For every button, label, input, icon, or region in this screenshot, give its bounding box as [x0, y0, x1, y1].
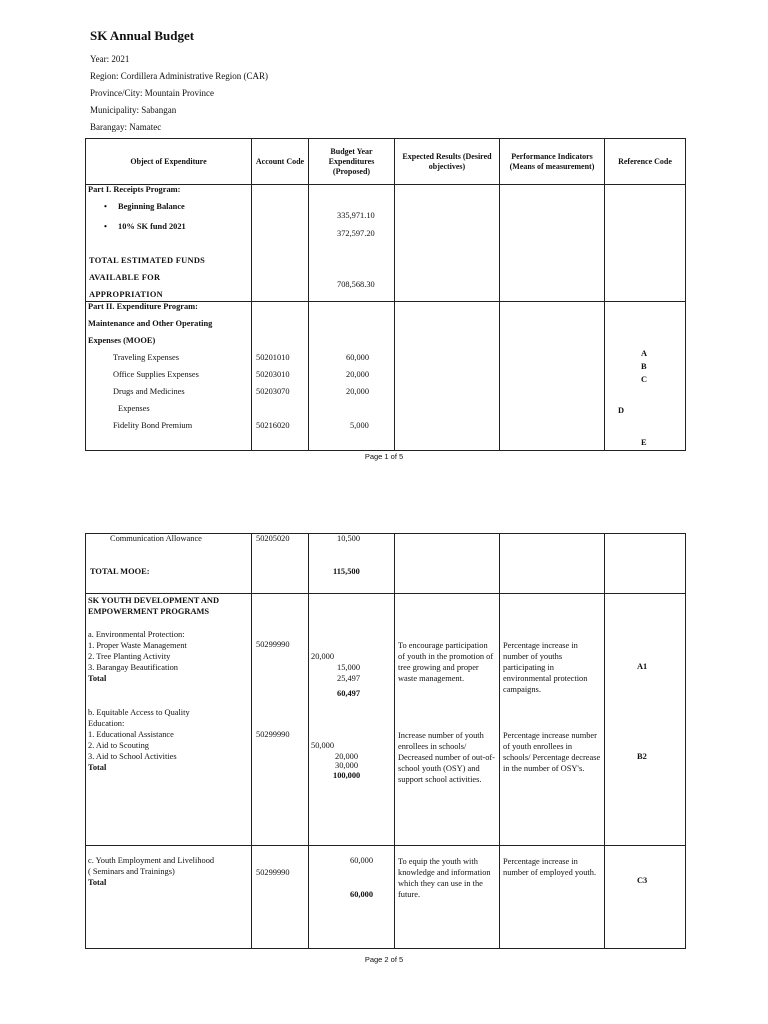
- env-amount: 20,000: [311, 652, 335, 661]
- mooe-object-cell: [86, 302, 252, 451]
- header-indicators: Performance Indicators (Means of measurement): [500, 139, 605, 185]
- expense-label: Traveling Expenses: [113, 353, 179, 362]
- sk-programs-code-cell: [252, 594, 309, 846]
- sk-title-line: EMPOWERMENT PROGRAMS: [88, 607, 210, 616]
- emp-code: 50299990: [256, 868, 290, 877]
- total-mooe-label: TOTAL MOOE:: [90, 567, 150, 576]
- comm-expected-cell: [395, 534, 500, 594]
- edu-expected: Increase number of youth enrollees in schools/ Decreased number of out-of-school youth (OSY) and support school activities.: [398, 731, 495, 784]
- emp-title: c. Youth Employment and Livelihood: [88, 856, 215, 865]
- ref-code: E: [641, 438, 647, 447]
- header-ref: Reference Code: [605, 139, 686, 185]
- sk-programs-ref-cell: [605, 594, 686, 846]
- expense-amount: 20,000: [346, 370, 370, 379]
- ref-code: B: [641, 362, 647, 371]
- emp-ref-cell: [605, 846, 686, 949]
- emp-ref: C3: [637, 876, 648, 885]
- edu-amount: 30,000: [335, 761, 359, 770]
- edu-code: 50299990: [256, 730, 290, 739]
- mooe-title-line: Expenses (MOOE): [88, 336, 156, 345]
- emp-indicator: Percentage increase in number of employed youth.: [503, 857, 597, 877]
- env-total-label: Total: [88, 674, 107, 683]
- expense-label: Office Supplies Expenses: [113, 370, 199, 379]
- account-code: 50201010: [256, 353, 290, 362]
- expense-amount: 60,000: [346, 353, 370, 362]
- total-mooe-amount: 115,500: [333, 567, 360, 576]
- edu-indicator: Percentage increase number of youth enrollees in schools/ Percentage decrease in the number of OSY's.: [503, 731, 601, 773]
- page-footer-1: Page 1 of 5: [364, 452, 404, 461]
- header-expected: Expected Results (Desired objectives): [395, 139, 500, 185]
- emp-object-cell: [86, 846, 252, 949]
- mooe-amount-cell: [309, 302, 395, 451]
- account-code: 50203010: [256, 370, 290, 379]
- ref-code: D: [618, 406, 625, 415]
- ref-code: C: [641, 375, 648, 384]
- mooe-expected-cell: [395, 302, 500, 451]
- comm-label: Communication Allowance: [110, 534, 202, 543]
- sk-title-line: SK YOUTH DEVELOPMENT AND: [88, 596, 219, 605]
- edu-amount: 20,000: [335, 752, 359, 761]
- receipts-indicator-cell: [500, 185, 605, 302]
- env-indicator: Percentage increase in number of youths participating in environmental protection campaigns.: [503, 641, 588, 694]
- edu-title-line: Education:: [88, 719, 125, 728]
- comm-amount-cell: [309, 534, 395, 594]
- mooe-indicator-cell: [500, 302, 605, 451]
- budget-table-page-1: [85, 138, 686, 451]
- sk-programs-amount-cell: [309, 594, 395, 846]
- budget-table-page-2: [85, 533, 686, 949]
- env-item: 2. Tree Planting Activity: [88, 652, 171, 661]
- emp-total-label: Total: [88, 878, 107, 887]
- mooe-title-line: Maintenance and Other Operating: [88, 319, 213, 328]
- account-code: 50203070: [256, 387, 290, 396]
- emp-amount-cell: [309, 846, 395, 949]
- sk-programs-expected-cell: [395, 594, 500, 846]
- expense-label: Expenses: [118, 404, 150, 413]
- emp-code-cell: [252, 846, 309, 949]
- emp-expected-cell: [395, 846, 500, 949]
- header-budget: Budget Year Expenditures (Proposed): [309, 139, 395, 185]
- expense-amount: 20,000: [346, 387, 370, 396]
- receipt-amount: 335,971.10: [337, 211, 375, 220]
- part2-title: Part II. Expenditure Program:: [88, 302, 198, 311]
- part1-title: Part I. Receipts Program:: [88, 185, 181, 194]
- env-title: a. Environmental Protection:: [88, 630, 185, 639]
- receipts-object-cell: [86, 185, 252, 302]
- emp-sub: ( Seminars and Trainings): [88, 867, 175, 876]
- comm-indicator-cell: [500, 534, 605, 594]
- env-item: 3. Barangay Beautification: [88, 663, 178, 672]
- comm-code: 50205020: [256, 534, 290, 543]
- edu-item: 2. Aid to Scouting: [88, 741, 149, 750]
- emp-expected: To equip the youth with knowledge and information which they can use in the future.: [398, 857, 491, 899]
- edu-item: 1. Educational Assistance: [88, 730, 174, 739]
- receipt-amount: 372,597.20: [337, 229, 375, 238]
- sk-programs-object-cell: [86, 594, 252, 846]
- page-footer-2: Page 2 of 5: [364, 955, 404, 964]
- env-amount: 15,000: [337, 663, 361, 672]
- emp-total: 60,000: [350, 890, 374, 899]
- total-funds-line: AVAILABLE FOR: [89, 273, 161, 282]
- mooe-ref-cell: [605, 302, 686, 451]
- edu-ref: B2: [637, 752, 647, 761]
- header-object: Object of Expenditure: [86, 139, 252, 185]
- env-ref: A1: [637, 662, 648, 671]
- edu-item: 3. Aid to School Activities: [88, 752, 177, 761]
- env-code: 50299990: [256, 640, 290, 649]
- header-account: Account Code: [252, 139, 309, 185]
- sk-programs-indicator-cell: [500, 594, 605, 846]
- edu-total-label: Total: [88, 763, 107, 772]
- receipts-code-cell: [252, 185, 309, 302]
- ref-code: A: [641, 349, 648, 358]
- env-expected: To encourage participation of youth in the promotion of tree growing and proper waste management.: [398, 641, 494, 683]
- env-item: 1. Proper Waste Management: [88, 641, 187, 650]
- edu-amount: 50,000: [311, 741, 335, 750]
- emp-indicator-cell: [500, 846, 605, 949]
- mooe-code-cell: [252, 302, 309, 451]
- env-total: 60,497: [337, 689, 361, 698]
- env-amount: 25,497: [337, 674, 361, 683]
- comm-object-cell: [86, 534, 252, 594]
- receipts-ref-cell: [605, 185, 686, 302]
- meta-year: Year: 2021: [90, 54, 130, 64]
- document-title: SK Annual Budget: [90, 28, 195, 43]
- emp-amount: 60,000: [350, 856, 374, 865]
- meta-region: Region: Cordillera Administrative Region (CAR): [90, 71, 268, 81]
- receipts-expected-cell: [395, 185, 500, 302]
- expense-label: Fidelity Bond Premium: [113, 421, 193, 430]
- comm-ref-cell: [605, 534, 686, 594]
- edu-title-line: b. Equitable Access to Quality: [88, 708, 190, 717]
- edu-total: 100,000: [333, 771, 361, 780]
- total-funds-amount: 708,568.30: [337, 280, 375, 289]
- account-code: 50216020: [256, 421, 290, 430]
- receipt-label: • Beginning Balance: [118, 202, 185, 211]
- expense-label: Drugs and Medicines: [113, 387, 185, 396]
- comm-amount: 10,500: [337, 534, 361, 543]
- meta-province: Province/City: Mountain Province: [90, 88, 214, 98]
- receipts-amount-cell: [309, 185, 395, 302]
- meta-barangay: Barangay: Namatec: [90, 122, 162, 132]
- comm-code-cell: [252, 534, 309, 594]
- meta-municipality: Municipality: Sabangan: [90, 105, 177, 115]
- expense-amount: 5,000: [350, 421, 369, 430]
- total-funds-line: APPROPRIATION: [89, 290, 163, 299]
- receipt-label: • 10% SK fund 2021: [118, 222, 186, 231]
- total-funds-line: TOTAL ESTIMATED FUNDS: [89, 256, 206, 265]
